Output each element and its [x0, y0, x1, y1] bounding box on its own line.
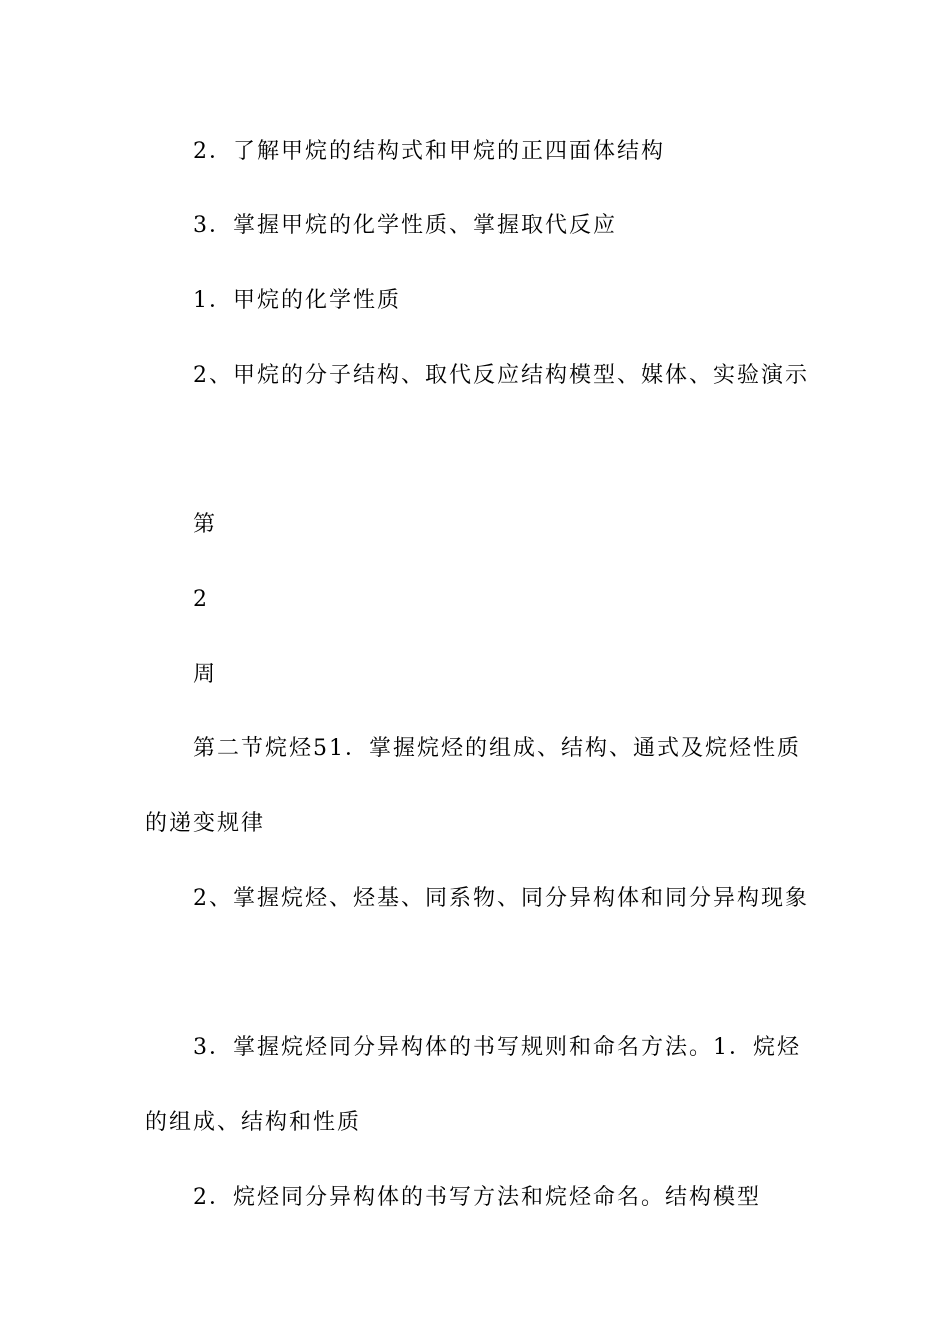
keypoint-methane-properties: 1．甲烷的化学性质 — [193, 288, 401, 313]
objective-methane-structure: 2．了解甲烷的结构式和甲烷的正四面体结构 — [193, 139, 665, 164]
objective-isomers: 2、掌握烷烃、烃基、同系物、同分异构体和同分异构现象 — [193, 886, 809, 911]
week-number: 2 — [193, 587, 209, 612]
difficulty-and-teaching-aids: 2、甲烷的分子结构、取代反应结构模型、媒体、实验演示 — [193, 363, 809, 388]
section-alkanes-objective-continued: 的递变规律 — [145, 811, 266, 836]
week-label-prefix: 第 — [193, 512, 218, 537]
difficulty-isomer-writing: 2．烷烃同分异构体的书写方法和烷烃命名。结构模型 — [193, 1185, 761, 1210]
keypoint-continued: 的组成、结构和性质 — [145, 1110, 362, 1135]
week-label-suffix: 周 — [193, 662, 218, 687]
section-alkanes-objective: 第二节烷烃51．掌握烷烃的组成、结构、通式及烷烃性质 — [193, 736, 801, 761]
objective-methane-chemistry: 3．掌握甲烷的化学性质、掌握取代反应 — [193, 213, 617, 238]
objective-naming-and-keypoint: 3．掌握烷烃同分异构体的书写规则和命名方法。1．烷烃 — [193, 1035, 801, 1060]
